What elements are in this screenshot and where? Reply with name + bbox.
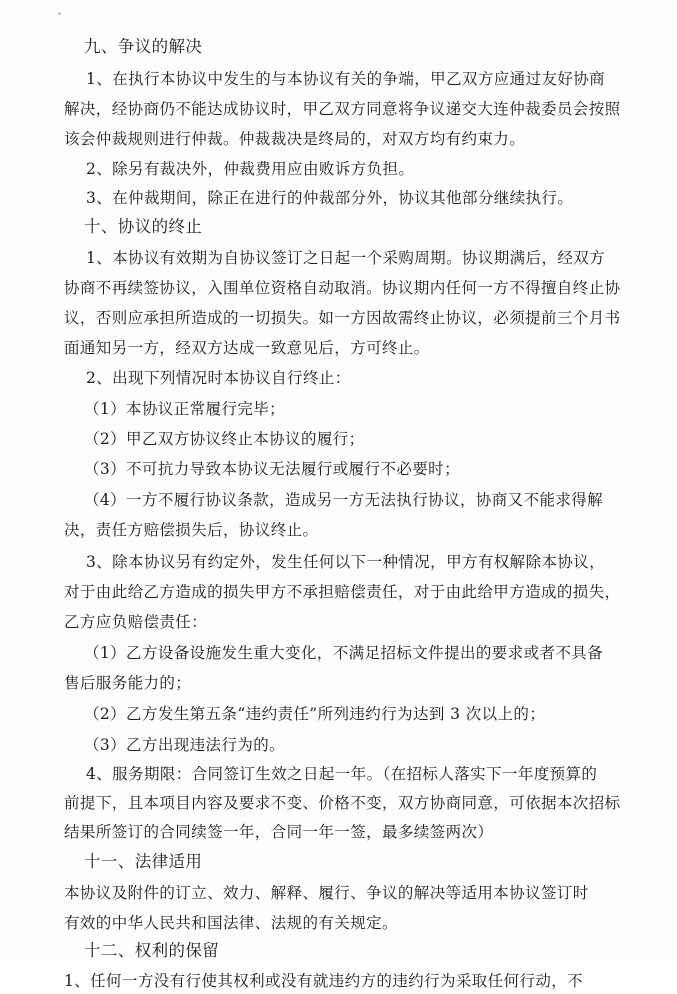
section-heading-9: 九、争议的解决 [84, 37, 203, 56]
list-item-continuation: 售后服务能力的； [64, 674, 192, 692]
section-heading-12: 十二、权利的保留 [84, 941, 220, 960]
paragraph-line: 该会仲裁规则进行仲裁。仲裁裁决是终局的，对双方均有约束力。 [64, 130, 526, 148]
paragraph-line: 解决，经协商仍不能达成协议时，甲乙双方同意将争议递交大连仲裁委员会按照 [64, 100, 621, 118]
section-heading-10: 十、协议的终止 [84, 217, 203, 236]
paragraph-line: 2、除另有裁决外，仲裁费用应由败诉方负担。 [86, 160, 415, 178]
paragraph-line: 前提下，且本项目内容及要求不变、价格不变，双方协商同意，可依据本次招标 [64, 794, 621, 812]
list-item: （3）乙方出现违法行为的。 [84, 736, 286, 754]
paragraph-line: 议，否则应承担所造成的一切损失。如一方因故需终止协议，必须提前三个月书 [64, 309, 621, 327]
paragraph-line: 3、在仲裁期间，除正在进行的仲裁部分外，协议其他部分继续执行。 [86, 189, 574, 207]
list-item: （2）乙方发生第五条“违约责任”所列违约行为达到 3 次以上的； [84, 705, 546, 723]
section-heading-11: 十一、法律适用 [84, 852, 203, 871]
paragraph-line: 3、除本协议另有约定外，发生任何以下一种情况，甲方有权解除本协议， [86, 553, 606, 571]
paragraph-line: 1、任何一方没有行使其权利或没有就违约方的违约行为采取任何行动，不 [64, 972, 584, 990]
paragraph-line: 1、本协议有效期为自协议签订之日起一个采购周期。协议期满后，经双方 [86, 249, 606, 267]
paragraph-line: 1、在执行本协议中发生的与本协议有关的争端，甲乙双方应通过友好协商 [86, 70, 606, 88]
paragraph-line: 2、出现下列情况时本协议自行终止： [86, 369, 351, 387]
list-item: （1）本协议正常履行完毕； [84, 400, 286, 418]
paragraph-line: 结果所签订的合同续签一年，合同一年一签，最多续签两次） [64, 823, 494, 841]
paragraph-line: 有效的中华人民共和国法律、法规的有关规定。 [64, 914, 398, 932]
list-item: （1）乙方设备设施发生重大变化，不满足招标文件提出的要求或者不具备 [84, 644, 604, 662]
paragraph-line: 乙方应负赔偿责任： [64, 613, 208, 631]
paragraph-line: 4、服务期限：合同签订生效之日起一年。（在招标人落实下一年度预算的 [86, 765, 598, 783]
paragraph-line: 协商不再续签协议，入围单位资格自动取消。协议期内任何一方不得擅自终止协 [64, 279, 621, 297]
paragraph-line: 本协议及附件的订立、效力、解释、履行、争议的解决等适用本协议签订时 [64, 884, 589, 902]
list-item: （4）一方不履行协议条款，造成另一方无法执行协议，协商又不能求得解 [84, 491, 604, 509]
list-item: （2）甲乙双方协议终止本协议的履行； [84, 430, 365, 448]
scan-speck [58, 12, 61, 15]
list-item-continuation: 决，责任方赔偿损失后，协议终止。 [64, 521, 319, 539]
paragraph-line: 对于由此给乙方造成的损失甲方不承担赔偿责任，对于由此给甲方造成的损失， [64, 583, 621, 601]
paragraph-line: 面通知另一方，经双方达成一致意见后，方可终止。 [64, 339, 430, 357]
list-item: （3）不可抗力导致本协议无法履行或履行不必要时； [84, 460, 460, 478]
